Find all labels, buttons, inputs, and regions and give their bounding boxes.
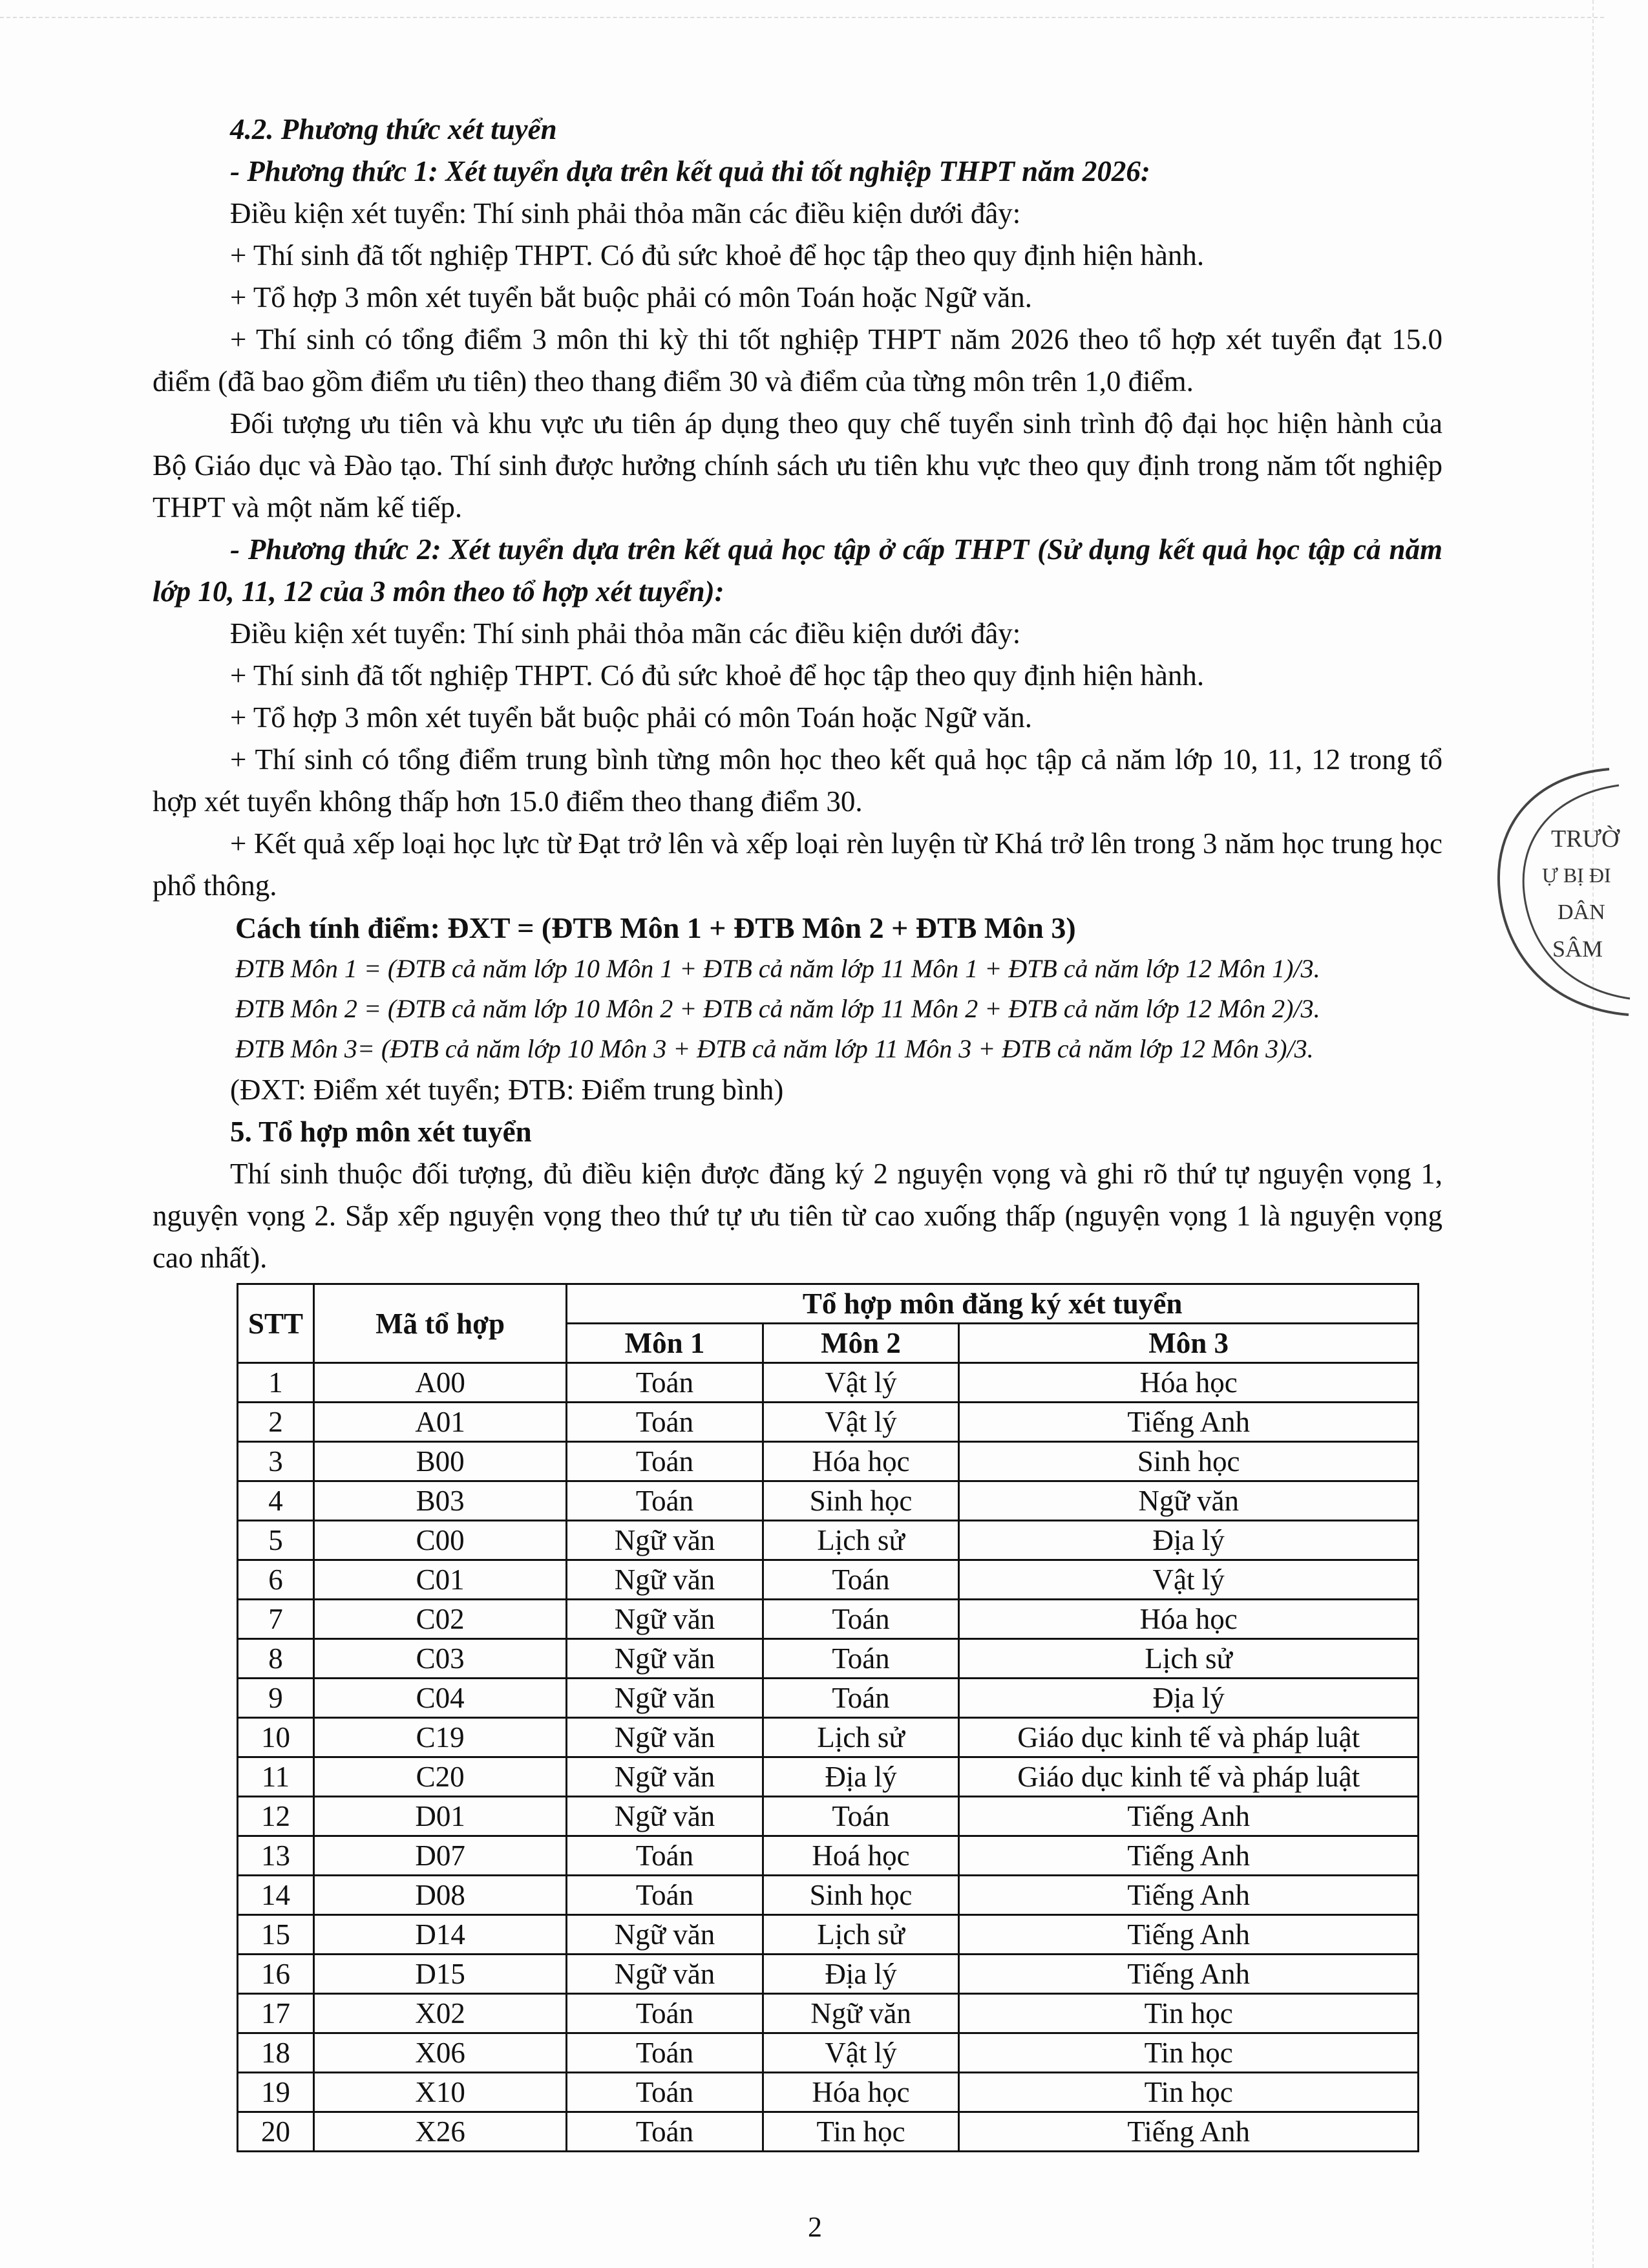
cell-stt: 4 — [238, 1481, 314, 1521]
cell-subject-3: Ngữ văn — [959, 1481, 1419, 1521]
cell-subject-3: Tin học — [959, 2073, 1419, 2112]
cell-stt: 6 — [238, 1560, 314, 1600]
cell-subject-1: Ngữ văn — [567, 1560, 763, 1600]
cell-subject-1: Ngữ văn — [567, 1639, 763, 1679]
cell-subject-3: Tiếng Anh — [959, 1403, 1419, 1442]
method1-condition-2: + Tổ hợp 3 môn xét tuyển bắt buộc phải có môn Toán hoặc Ngữ văn. — [230, 281, 1033, 313]
cell-subject-2: Lịch sử — [763, 1718, 959, 1757]
cell-code: X02 — [313, 1994, 566, 2033]
cell-subject-1: Ngữ văn — [567, 1955, 763, 1994]
cell-code: A00 — [313, 1363, 566, 1403]
cell-subject-3: Tiếng Anh — [959, 1797, 1419, 1836]
scan-top-edge — [0, 0, 1604, 18]
header-stt: STT — [238, 1284, 314, 1363]
cell-stt: 14 — [238, 1876, 314, 1915]
cell-subject-1: Toán — [567, 1994, 763, 2033]
cell-stt: 13 — [238, 1836, 314, 1876]
stamp-text-3: DÂN — [1558, 900, 1605, 924]
cell-subject-2: Toán — [763, 1639, 959, 1679]
cell-subject-1: Toán — [567, 2073, 763, 2112]
table-row — [238, 2033, 1419, 2073]
cell-subject-2: Lịch sử — [763, 1521, 959, 1560]
cell-subject-2: Vật lý — [763, 2033, 959, 2073]
cell-stt: 1 — [238, 1363, 314, 1403]
cell-stt: 15 — [238, 1915, 314, 1955]
cell-stt: 19 — [238, 2073, 314, 2112]
cell-subject-2: Sinh học — [763, 1876, 959, 1915]
cell-code: X06 — [313, 2033, 566, 2073]
cell-subject-3: Tin học — [959, 2033, 1419, 2073]
cell-stt: 2 — [238, 1403, 314, 1442]
cell-stt: 10 — [238, 1718, 314, 1757]
cell-subject-1: Toán — [567, 2112, 763, 2152]
stamp-text-2: Ự BỊ ĐI — [1542, 864, 1611, 887]
cell-subject-1: Ngữ văn — [567, 1757, 763, 1797]
cell-code: D15 — [313, 1955, 566, 1994]
table-row — [238, 1757, 1419, 1797]
cell-subject-3: Giáo dục kinh tế và pháp luật — [959, 1757, 1419, 1797]
table-row — [238, 1955, 1419, 1994]
cell-code: D14 — [313, 1915, 566, 1955]
cell-subject-3: Vật lý — [959, 1560, 1419, 1600]
cell-subject-2: Toán — [763, 1797, 959, 1836]
cell-code: B00 — [313, 1442, 566, 1481]
cell-stt: 9 — [238, 1679, 314, 1718]
cell-code: C20 — [313, 1757, 566, 1797]
page-number: 2 — [808, 2211, 822, 2243]
cell-subject-2: Toán — [763, 1600, 959, 1639]
cell-subject-3: Địa lý — [959, 1679, 1419, 1718]
formula-subject-3: ĐTB Môn 3= (ĐTB cả năm lớp 10 Môn 3 + ĐTB cả năm lớp 11 Môn 3 + ĐTB cả năm lớp 12 Môn 3)/3. — [235, 1034, 1314, 1063]
header-combo-group: Tổ hợp môn đăng ký xét tuyển — [567, 1284, 1419, 1324]
cell-subject-2: Địa lý — [763, 1955, 959, 1994]
cell-subject-1: Ngữ văn — [567, 1797, 763, 1836]
table-row — [238, 2073, 1419, 2112]
cell-subject-1: Ngữ văn — [567, 1718, 763, 1757]
cell-subject-2: Toán — [763, 1560, 959, 1600]
cell-code: D01 — [313, 1797, 566, 1836]
cell-stt: 16 — [238, 1955, 314, 1994]
method2-condition-1: + Thí sinh đã tốt nghiệp THPT. Có đủ sức khoẻ để học tập theo quy định hiện hành. — [230, 659, 1205, 692]
scan-right-edge — [1591, 0, 1594, 2268]
cell-subject-3: Tiếng Anh — [959, 1876, 1419, 1915]
cell-subject-1: Toán — [567, 1442, 763, 1481]
cell-subject-3: Tiếng Anh — [959, 1836, 1419, 1876]
table-row — [238, 1363, 1419, 1403]
table-row — [238, 1560, 1419, 1600]
cell-subject-3: Lịch sử — [959, 1639, 1419, 1679]
stamp-text-4: SÂM — [1552, 936, 1603, 962]
cell-subject-2: Tin học — [763, 2112, 959, 2152]
cell-stt: 3 — [238, 1442, 314, 1481]
stamp-text-1: TRƯỜ — [1551, 825, 1620, 853]
cell-stt: 11 — [238, 1757, 314, 1797]
cell-code: X10 — [313, 2073, 566, 2112]
table-row — [238, 1876, 1419, 1915]
cell-subject-3: Giáo dục kinh tế và pháp luật — [959, 1718, 1419, 1757]
cell-subject-1: Toán — [567, 1481, 763, 1521]
table-row — [238, 1994, 1419, 2033]
table-row — [238, 2112, 1419, 2152]
cell-subject-1: Toán — [567, 1876, 763, 1915]
cell-code: X26 — [313, 2112, 566, 2152]
cell-subject-3: Hóa học — [959, 1600, 1419, 1639]
cell-subject-1: Ngữ văn — [567, 1600, 763, 1639]
cell-subject-2: Địa lý — [763, 1757, 959, 1797]
method1-condition-3: + Thí sinh có tổng điểm 3 môn thi kỳ thi tốt nghiệp THPT năm 2026 theo tổ hợp xét tuyển đạt 15.0 điểm (đã bao gồm điểm ưu tiên) theo thang điểm 30 và điểm của từng môn trên 1,0 điểm. — [153, 323, 1442, 397]
table-row — [238, 1836, 1419, 1876]
section-title: 4.2. Phương thức xét tuyển — [230, 113, 557, 145]
cell-code: B03 — [313, 1481, 566, 1521]
cell-subject-1: Ngữ văn — [567, 1679, 763, 1718]
table-header-row — [238, 1284, 1419, 1324]
header-subject-2: Môn 2 — [763, 1324, 959, 1363]
cell-subject-1: Toán — [567, 1363, 763, 1403]
cell-stt: 18 — [238, 2033, 314, 2073]
document-body — [153, 109, 1442, 1279]
header-combo-code: Mã tổ hợp — [313, 1284, 566, 1363]
cell-subject-1: Ngữ văn — [567, 1521, 763, 1560]
formula-heading: Cách tính điểm: ĐXT = (ĐTB Môn 1 + ĐTB Môn 2 + ĐTB Môn 3) — [235, 911, 1076, 944]
cell-code: C04 — [313, 1679, 566, 1718]
cell-subject-2: Toán — [763, 1679, 959, 1718]
cell-subject-2: Vật lý — [763, 1403, 959, 1442]
formula-subject-2: ĐTB Môn 2 = (ĐTB cả năm lớp 10 Môn 2 + ĐTB cả năm lớp 11 Môn 2 + ĐTB cả năm lớp 12 Môn 2)/3. — [235, 994, 1320, 1023]
method2-condition-intro: Điều kiện xét tuyển: Thí sinh phải thỏa mãn các điều kiện dưới đây: — [230, 617, 1021, 650]
method1-condition-1: + Thí sinh đã tốt nghiệp THPT. Có đủ sức khoẻ để học tập theo quy định hiện hành. — [230, 239, 1205, 271]
header-subject-3: Môn 3 — [959, 1324, 1419, 1363]
official-seal-stamp — [1480, 750, 1648, 1034]
method1-priority: Đối tượng ưu tiên và khu vực ưu tiên áp dụng theo quy chế tuyển sinh trình độ đại học hiện hành của Bộ Giáo dục và Đào tạo. Thí sinh được hưởng chính sách ưu tiên khu vực theo quy định trong năm tốt nghiệp THPT và một năm kế tiếp. — [153, 407, 1442, 524]
cell-subject-3: Hóa học — [959, 1363, 1419, 1403]
cell-subject-1: Ngữ văn — [567, 1915, 763, 1955]
table-row — [238, 1915, 1419, 1955]
cell-subject-3: Tin học — [959, 1994, 1419, 2033]
table-row — [238, 1442, 1419, 1481]
cell-subject-2: Ngữ văn — [763, 1994, 959, 2033]
cell-subject-2: Hoá học — [763, 1836, 959, 1876]
cell-code: C03 — [313, 1639, 566, 1679]
table-row — [238, 1679, 1419, 1718]
formula-subject-1: ĐTB Môn 1 = (ĐTB cả năm lớp 10 Môn 1 + ĐTB cả năm lớp 11 Môn 1 + ĐTB cả năm lớp 12 Môn 1)/3. — [235, 954, 1320, 983]
cell-subject-1: Toán — [567, 2033, 763, 2073]
cell-subject-3: Tiếng Anh — [959, 1955, 1419, 1994]
table-row — [238, 1521, 1419, 1560]
cell-code: C02 — [313, 1600, 566, 1639]
method1-heading: - Phương thức 1: Xét tuyển dựa trên kết quả thi tốt nghiệp THPT năm 2026: — [230, 155, 1150, 187]
subject-combination-table — [237, 1283, 1419, 2152]
cell-stt: 20 — [238, 2112, 314, 2152]
table-row — [238, 1481, 1419, 1521]
cell-stt: 5 — [238, 1521, 314, 1560]
cell-code: D07 — [313, 1836, 566, 1876]
cell-subject-2: Hóa học — [763, 2073, 959, 2112]
cell-stt: 7 — [238, 1600, 314, 1639]
cell-stt: 12 — [238, 1797, 314, 1836]
cell-subject-3: Tiếng Anh — [959, 2112, 1419, 2152]
cell-code: D08 — [313, 1876, 566, 1915]
table-row — [238, 1718, 1419, 1757]
section5-title: 5. Tổ hợp môn xét tuyển — [230, 1116, 532, 1148]
cell-subject-2: Vật lý — [763, 1363, 959, 1403]
cell-subject-2: Lịch sử — [763, 1915, 959, 1955]
cell-subject-3: Tiếng Anh — [959, 1915, 1419, 1955]
cell-code: C01 — [313, 1560, 566, 1600]
cell-subject-1: Toán — [567, 1403, 763, 1442]
cell-subject-1: Toán — [567, 1836, 763, 1876]
method2-condition-2: + Tổ hợp 3 môn xét tuyển bắt buộc phải có môn Toán hoặc Ngữ văn. — [230, 701, 1033, 734]
cell-code: A01 — [313, 1403, 566, 1442]
table-body — [238, 1363, 1419, 2152]
formula-legend: (ĐXT: Điểm xét tuyển; ĐTB: Điểm trung bình) — [230, 1074, 784, 1106]
cell-subject-2: Hóa học — [763, 1442, 959, 1481]
table-row — [238, 1600, 1419, 1639]
cell-code: C19 — [313, 1718, 566, 1757]
method1-condition-intro: Điều kiện xét tuyển: Thí sinh phải thỏa mãn các điều kiện dưới đây: — [230, 197, 1021, 229]
method2-heading: - Phương thức 2: Xét tuyển dựa trên kết quả học tập ở cấp THPT (Sử dụng kết quả học tập cả năm lớp 10, 11, 12 của 3 môn theo tổ hợp xét tuyển): — [153, 533, 1442, 608]
cell-subject-3: Sinh học — [959, 1442, 1419, 1481]
table-row — [238, 1639, 1419, 1679]
cell-stt: 17 — [238, 1994, 314, 2033]
section5-intro: Thí sinh thuộc đối tượng, đủ điều kiện được đăng ký 2 nguyện vọng và ghi rõ thứ tự nguyện vọng 1, nguyện vọng 2. Sắp xếp nguyện vọng theo thứ tự ưu tiên từ cao xuống thấp (nguyện vọng 1 là nguyện vọng cao nhất). — [153, 1158, 1442, 1274]
header-subject-1: Môn 1 — [567, 1324, 763, 1363]
method2-condition-3: + Thí sinh có tổng điểm trung bình từng môn học theo kết quả học tập cả năm lớp 10, 11, 12 trong tổ hợp xét tuyển không thấp hơn 15.0 điểm theo thang điểm 30. — [153, 743, 1442, 818]
table-row — [238, 1403, 1419, 1442]
method2-condition-4: + Kết quả xếp loại học lực từ Đạt trở lên và xếp loại rèn luyện từ Khá trở lên trong 3 năm học trung học phổ thông. — [153, 827, 1442, 902]
cell-subject-3: Địa lý — [959, 1521, 1419, 1560]
cell-subject-2: Sinh học — [763, 1481, 959, 1521]
cell-stt: 8 — [238, 1639, 314, 1679]
cell-code: C00 — [313, 1521, 566, 1560]
table-row — [238, 1797, 1419, 1836]
